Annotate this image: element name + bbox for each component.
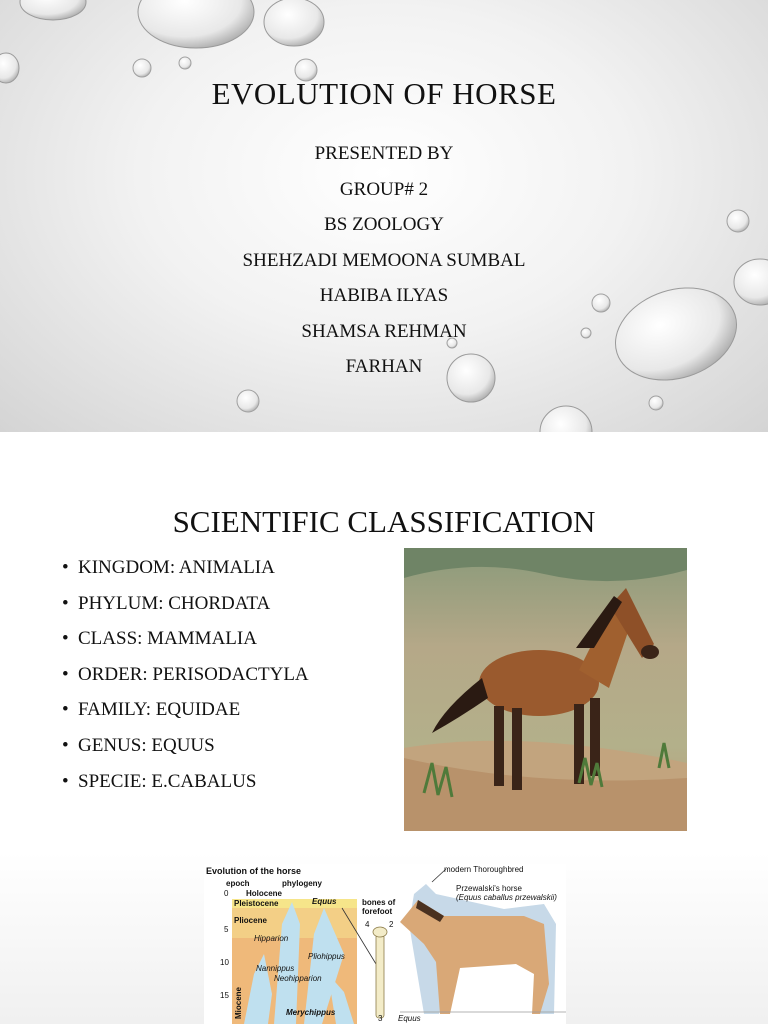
przewalski-latin-label: (Equus caballus przewalskii): [456, 893, 557, 902]
slide-title: EVOLUTION OF HORSE: [211, 76, 557, 111]
tick-label: 10: [220, 958, 229, 967]
list-item: [62, 770, 309, 806]
list-item-text: FAMILY: EQUIDAE: [78, 699, 241, 721]
presenters-list: [0, 142, 768, 391]
water-drop: [138, 0, 254, 48]
bullet: •: [62, 734, 69, 756]
tick-label: 15: [220, 991, 229, 1000]
water-drop: [179, 57, 191, 69]
neohipparion-label: Neohipparion: [274, 974, 322, 983]
pliohippus-label: Pliohippus: [308, 952, 345, 961]
water-drop: [540, 406, 592, 432]
list-item: GROUP# 2: [339, 178, 429, 200]
list-item: [62, 734, 309, 770]
list-item: [62, 698, 309, 734]
digit-label: 4: [365, 920, 370, 929]
list-item: [62, 663, 309, 699]
digit-label: 3: [378, 1014, 383, 1023]
modern-thoroughbred-label: modern Thoroughbred: [444, 865, 524, 874]
phylogeny-header: phylogeny: [282, 879, 323, 888]
horse-photo: [404, 548, 687, 831]
list-item: [62, 592, 309, 628]
evolution-figure-slide: [0, 852, 768, 1024]
list-item-text: GENUS: EQUUS: [78, 734, 215, 756]
bullet: •: [62, 557, 69, 578]
digit-label: 2: [389, 920, 394, 929]
water-drop: [133, 59, 151, 77]
list-item: [62, 556, 309, 592]
water-drop: [237, 390, 259, 412]
equus-label: Equus: [312, 897, 337, 906]
figure-title: Evolution of the horse: [206, 866, 302, 876]
equus-bottom-label: Equus: [398, 1014, 421, 1023]
merychippus-label: Merychippus: [286, 1008, 336, 1017]
przewalski-label: Przewalski's horse: [456, 884, 522, 893]
list-item: PRESENTED BY: [314, 143, 454, 164]
classification-list: [62, 556, 309, 805]
water-drop: [649, 396, 663, 410]
water-drop: [20, 0, 86, 20]
hipparion-label: Hipparion: [254, 934, 289, 943]
list-item: HABIBA ILYAS: [319, 285, 449, 306]
list-item-text: PHYLUM: CHORDATA: [78, 592, 271, 614]
nannippus-label: Nannippus: [256, 964, 295, 973]
bones-label-2: forefoot: [362, 907, 393, 916]
list-item: SHAMSA REHMAN: [301, 320, 467, 342]
holocene-label: Holocene: [246, 889, 283, 898]
classification-slide: [0, 432, 768, 852]
title-slide: [0, 0, 768, 432]
list-item: [62, 627, 309, 663]
list-item: BS ZOOLOGY: [324, 214, 444, 235]
tick-label: 0: [224, 889, 229, 898]
epoch-header: epoch: [226, 879, 250, 888]
bullet: •: [62, 592, 69, 614]
tick-label: 5: [224, 925, 229, 934]
list-item: FARHAN: [345, 356, 423, 377]
list-item: SHEHZADI MEMOONA SUMBAL: [242, 249, 526, 271]
pliocene-label: Pliocene: [234, 916, 267, 925]
pleistocene-label: Pleistocene: [234, 899, 279, 908]
water-drop: [264, 0, 324, 46]
miocene-label: Miocene: [234, 986, 243, 1019]
bullet: •: [62, 628, 69, 650]
evolution-figure: [204, 864, 566, 1024]
list-item-text: ORDER: PERISODACTYLA: [78, 663, 309, 685]
slide-title: SCIENTIFIC CLASSIFICATION: [172, 504, 596, 539]
list-item-text: SPECIE: E.CABALUS: [78, 770, 257, 792]
bullet: •: [62, 770, 69, 792]
bullet: •: [62, 663, 69, 685]
bullet: •: [62, 699, 69, 721]
list-item-text: KINGDOM: ANIMALIA: [78, 557, 275, 578]
bones-label-1: bones of: [362, 898, 396, 907]
list-item-text: CLASS: MAMMALIA: [78, 628, 257, 650]
